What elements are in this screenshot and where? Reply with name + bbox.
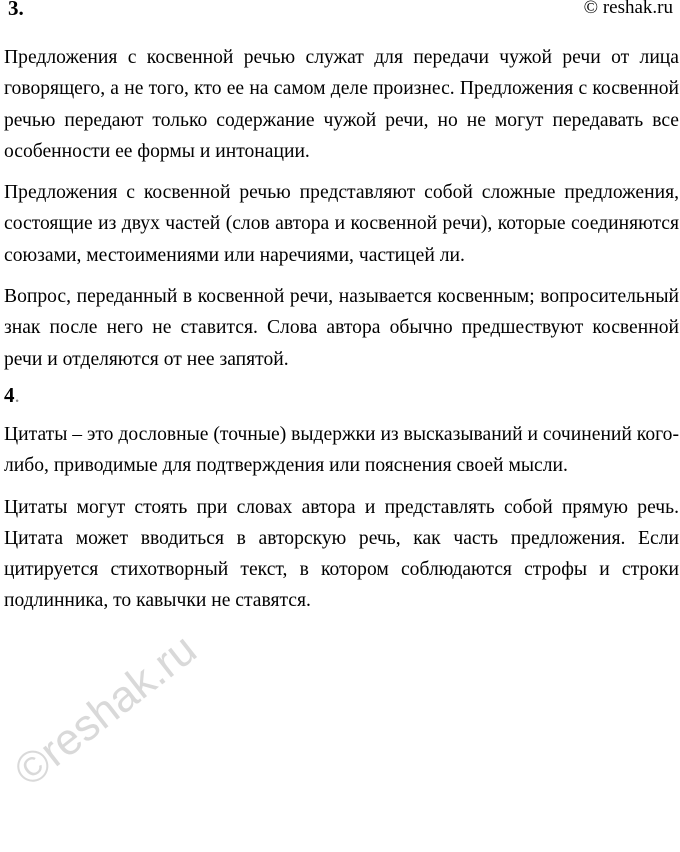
section-4 — [4, 419, 679, 617]
header — [4, 0, 679, 28]
section-number-3: 3. — [8, 0, 24, 20]
watermark: ©reshak.ru — [5, 624, 206, 796]
copyright-label: © reshak.ru — [583, 0, 673, 18]
paragraph: Вопрос, переданный в косвенной речи, называется косвенным; вопросительный знак после него не ставится. Слова автора обычно предшествуют косвенной речи и отделяются от нее запятой. — [4, 286, 679, 370]
section-3 — [4, 42, 679, 375]
paragraph: Цитаты могут стоять при словах автора и представлять собой прямую речь. Цитата может вводиться в авторскую речь, как часть предложения. Если цитируется стихотворный текст, в котором соблюдаются строфы и строки подлинника, то кавычки не ставятся. — [4, 496, 679, 612]
section-number-4 — [4, 381, 679, 409]
section-number-4-digit: 4 — [4, 382, 15, 407]
paragraph: Предложения с косвенной речью служат для передачи чужой речи от лица говорящего, а не того, кто ее на самом деле произнес. Предложения с косвенной речью передают только содержание чужой речи, но не могут передавать все особенности ее формы и интонации. — [4, 47, 679, 162]
paragraph: Предложения с косвенной речью представляют собой сложные предложения, состоящие из двух частей (слов автора и косвенной речи), которые соединяются союзами, местоимениями или наречиями, частицей ли. — [4, 182, 679, 266]
paragraph: Цитаты – это дословные (точные) выдержки из высказываний и сочинений кого-либо, приводимые для подтверждения или пояснения своей мысли. — [4, 423, 679, 477]
section-number-4-dot: . — [14, 382, 20, 407]
